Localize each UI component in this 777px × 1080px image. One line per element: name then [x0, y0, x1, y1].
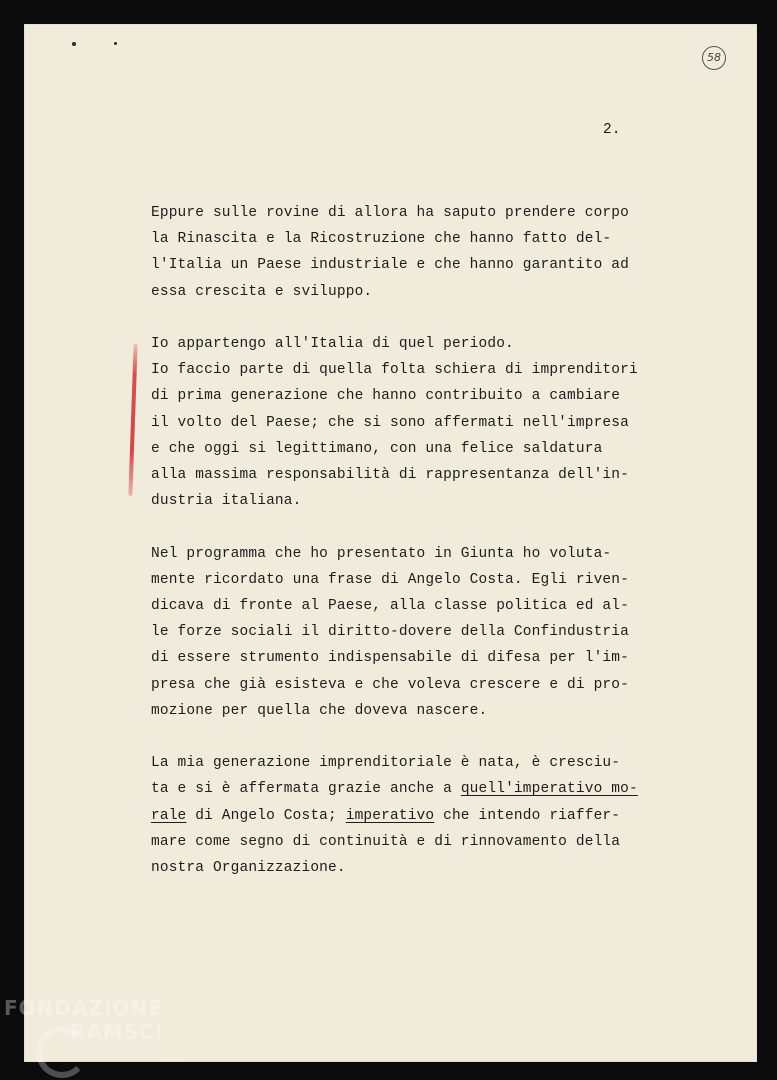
text-line: Nel programma che ho presentato in Giunta ho voluta- [151, 545, 612, 562]
text-line: Io appartengo all'Italia di quel periodo. [151, 336, 514, 352]
paragraph-4 [151, 750, 671, 881]
underlined-text: imperativo [345, 807, 435, 824]
text-line: essa crescita e sviluppo. [151, 283, 373, 300]
text-line: alla massima responsabilità di rappresentanza dell'in- [151, 467, 629, 484]
text-line: mozione per quella che doveva nascere. [151, 702, 488, 719]
paragraph-1 [151, 200, 671, 305]
watermark-line1: FONDAZIONE [4, 996, 163, 1020]
watermark-line2: RAMSCI [70, 1020, 164, 1044]
text-line: mare come segno di continuità e di rinnovamento della [151, 833, 621, 850]
body-text [151, 200, 671, 907]
text-line: l'Italia un Paese industriale e che hanno garantito ad [151, 257, 629, 274]
underlined-text: quell'imperativo mo- [460, 781, 638, 798]
folio-stamp: 58 [702, 46, 726, 70]
text-line: mente ricordato una frase di Angelo Costa. Egli riven- [151, 571, 629, 588]
text-line: dicava di fronte al Paese, alla classe politica ed al- [151, 598, 629, 615]
text-line: il volto del Paese; che si sono affermati nell'impresa [151, 414, 629, 431]
text-run: che intendo riaffer- [434, 807, 621, 824]
watermark-small: onlus [162, 1054, 184, 1063]
watermark-logo [4, 996, 204, 1063]
text-line: dustria italiana. [151, 493, 302, 510]
paragraph-3 [151, 541, 671, 724]
page-number: 2. [603, 122, 621, 138]
underlined-text: rale [151, 807, 187, 824]
text-line: di prima generazione che hanno contribuito a cambiare [151, 388, 621, 405]
text-line: La mia generazione imprenditoriale è nata, è cresciu- [151, 755, 621, 772]
text-run: di Angelo Costa; [186, 807, 346, 824]
watermark-g-icon [36, 1026, 88, 1078]
text-line: nostra Organizzazione. [151, 860, 346, 877]
text-line: Io faccio parte di quella folta schiera di imprenditori [151, 362, 638, 379]
text-run: ta e si è affermata grazie anche a [151, 781, 461, 798]
text-line: presa che già esisteva e che voleva crescere e di pro- [151, 676, 629, 693]
text-line [151, 776, 671, 802]
text-line: Eppure sulle rovine di allora ha saputo prendere corpo [151, 205, 629, 221]
text-line: di essere strumento indispensabile di difesa per l'im- [151, 650, 629, 667]
text-line [151, 803, 671, 829]
text-line: la Rinascita e la Ricostruzione che hanno fatto del- [151, 231, 612, 248]
text-line: le forze sociali il diritto-dovere della Confindustria [151, 624, 629, 641]
paragraph-2 [151, 331, 671, 514]
text-line: e che oggi si legittimano, con una felice saldatura [151, 440, 603, 457]
punch-holes [72, 42, 122, 48]
